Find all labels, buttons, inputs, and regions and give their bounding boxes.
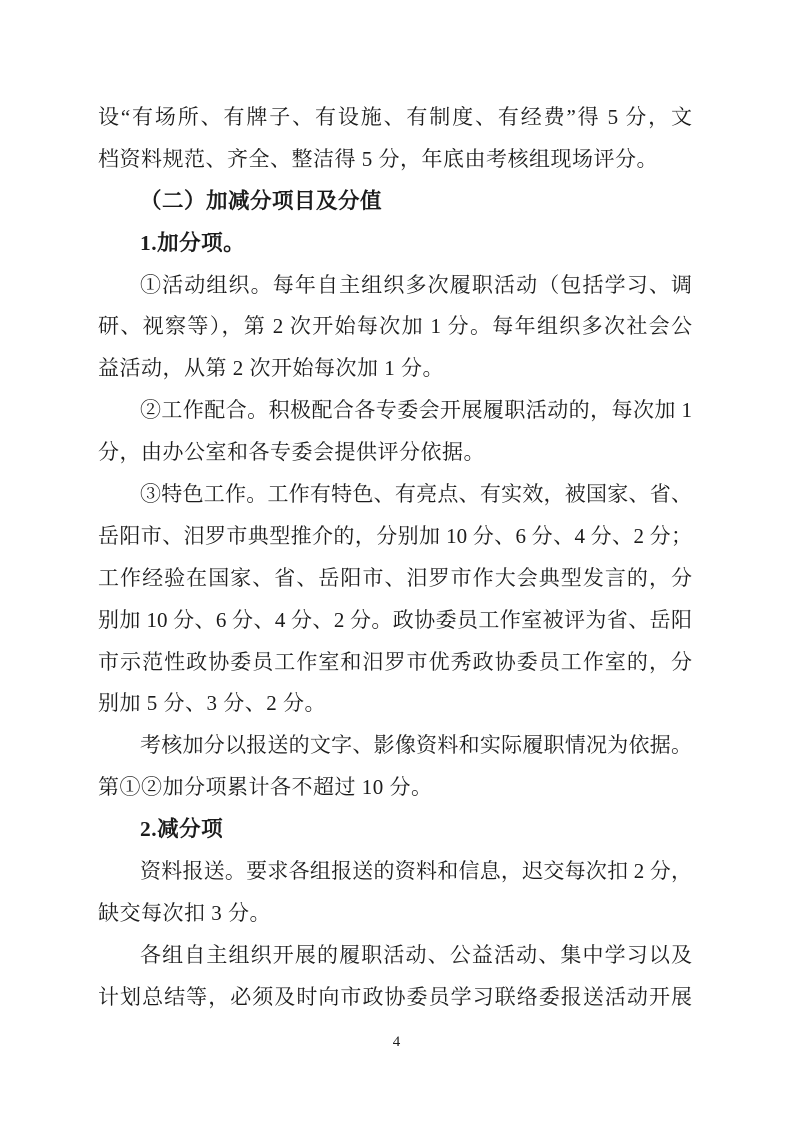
text-line: ③特色工作。工作有特色、有亮点、有实效，被国家、省、 — [140, 482, 692, 507]
text-line: 别加 5 分、3 分、2 分。 — [98, 691, 326, 716]
text-line: 研、视察等），第 2 次开始每次加 1 分。每年组织多次社会公 — [98, 314, 692, 339]
text-line: 考核加分以报送的文字、影像资料和实际履职情况为依据。 — [140, 733, 692, 758]
text-line: 分，由办公室和各专委会提供评分依据。 — [98, 440, 485, 465]
text-line: 计划总结等，必须及时向市政协委员学习联络委报送活动开展 — [98, 984, 692, 1009]
text-line: 各组自主组织开展的履职活动、公益活动、集中学习以及 — [140, 942, 692, 967]
section-heading: （二）加减分项目及分值 — [140, 188, 383, 213]
text-line: 缺交每次扣 3 分。 — [98, 900, 271, 925]
page-footer — [0, 1034, 793, 1051]
section-heading: 1.加分项。 — [140, 230, 246, 255]
text-line: 工作经验在国家、省、岳阳市、汨罗市作大会典型发言的，分 — [98, 565, 692, 590]
page-number: 4 — [392, 1034, 401, 1050]
text-line: 别加 10 分、6 分、4 分、2 分。政协委员工作室被评为省、岳阳 — [98, 607, 692, 632]
text-line: ①活动组织。每年自主组织多次履职活动（包括学习、调 — [140, 272, 692, 297]
text-line: 档资料规范、齐全、整洁得 5 分，年底由考核组现场评分。 — [98, 146, 658, 171]
document-body — [98, 97, 692, 1019]
text-line: 设“有场所、有牌子、有设施、有制度、有经费”得 5 分，文 — [98, 105, 692, 129]
text-line: 岳阳市、汨罗市典型推介的，分别加 10 分、6 分、4 分、2 分； — [98, 523, 692, 548]
text-line: 益活动，从第 2 次开始每次加 1 分。 — [98, 356, 444, 381]
section-heading: 2.减分项 — [140, 817, 224, 842]
text-line: ②工作配合。积极配合各专委会开展履职活动的，每次加 1 — [140, 398, 692, 423]
text-line: 资料报送。要求各组报送的资料和信息，迟交每次扣 2 分， — [140, 859, 692, 884]
text-line: 市示范性政协委员工作室和汨罗市优秀政协委员工作室的，分 — [98, 649, 692, 674]
text-line: 第①②加分项累计各不超过 10 分。 — [98, 775, 433, 800]
